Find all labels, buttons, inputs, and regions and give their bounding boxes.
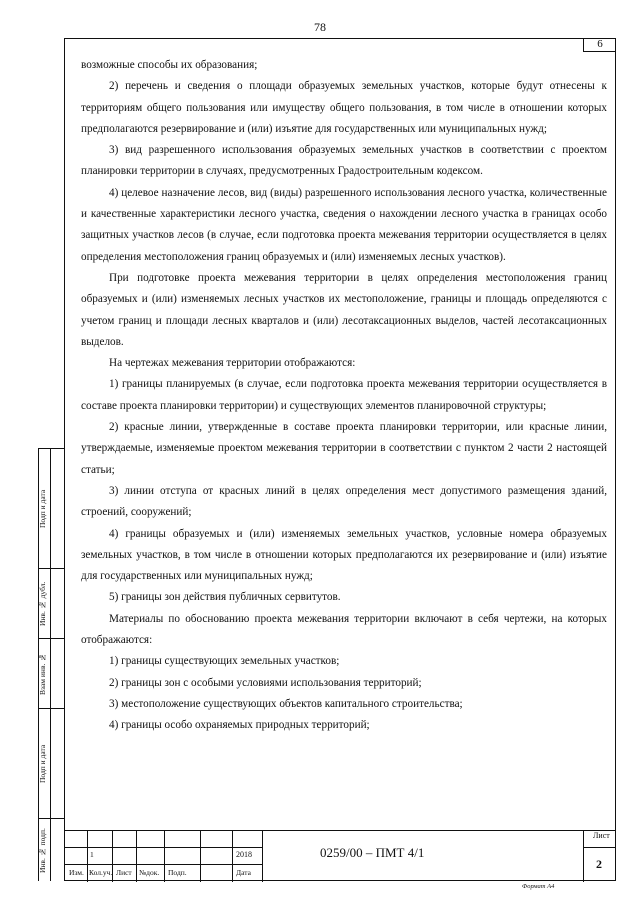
stamp-line (200, 831, 201, 882)
stamp-year: 2018 (236, 850, 252, 859)
corner-sheet-box: 6 (583, 38, 616, 52)
stamp-line (87, 831, 88, 882)
paragraph: 1) границы планируемых (в случае, если подготовка проекта межевания территории осуществляется в составе проекта планировки территории) и существующих элементов планировочной структуры; (81, 378, 607, 412)
document-code: 0259/00 – ПМТ 4/1 (320, 845, 425, 860)
paragraph: 3) вид разрешенного использования образуемых земельных участков в соответствии с проектом планировки территории в случаях, предусмотренных Градостроительным кодексом. (81, 144, 607, 178)
side-cell (38, 818, 64, 881)
stamp-line (164, 831, 165, 882)
stamp-header-list: Лист (116, 868, 132, 877)
paragraph: 4) границы особо охраняемых природных территорий; (109, 719, 370, 732)
side-cell (38, 708, 64, 818)
stamp-line (583, 831, 584, 882)
paragraph: 1) границы существующих земельных участков; (109, 655, 340, 668)
side-label-sign-date-2: Подп и дата (38, 744, 47, 784)
stamp-header-ndoc: №док. (139, 868, 160, 877)
format-label: Формат А4 (522, 883, 555, 890)
stamp-line (262, 831, 263, 882)
paragraph: 4) целевое назначение лесов, вид (виды) разрешенного использования лесного участка, количественные и качественные характеристики лесного участка, сведения о нахождении лесного участка в границах особо защитных участков лесов (в случае, если подготовка проекта межевания территории осуществляется в целях определения местоположения границ образуемых и (или) изменяемых лесных участков). (81, 186, 607, 263)
paragraph: 4) границы образуемых и (или) изменяемых земельных участков, условные номера образуемых земельных участков, в том числе в отношении которых предполагаются их резервирование и (или) изъятие для государственных или муниципальных нужд; (81, 527, 607, 583)
side-strip (38, 448, 64, 881)
stamp-izm-value: 1 (90, 850, 94, 859)
sheet-number: 2 (596, 857, 602, 871)
paragraph: На чертежах межевания территории отображаются: (109, 357, 356, 370)
paragraph: 2) границы зон с особыми условиями использования территорий; (109, 676, 422, 689)
paragraph: При подготовке проекта межевания территории в целях определения местоположения границ образуемых и (или) изменяемых лесных участков их местоположение, границы и площадь определяются с учетом границ и площади лесных кварталов и (или) лесотаксационных выделов, частей лесотаксационных выделов. (81, 271, 607, 348)
side-cell (38, 568, 64, 638)
side-label-sign-date-1: Подп и дата (38, 489, 47, 529)
document-body (81, 55, 607, 737)
paragraph: 2) красные линии, утвержденные в составе проекта планировки территории, или красные линии, утверждаемые, изменяемые проектом межевания территории в соответствии с пунктом 2 части 2 настоящей статьи; (81, 421, 607, 476)
side-cell (38, 448, 64, 568)
page-number: 78 (314, 20, 326, 34)
stamp-line (232, 831, 233, 882)
stamp-header-kolvo: Кол.уч. (89, 868, 113, 877)
paragraph: 5) границы зон действия публичных сервитутов. (109, 591, 341, 604)
paragraph: 3) линии отступа от красных линий в целях определения мест допустимого размещения зданий, строений, сооружений; (81, 484, 607, 519)
side-label-dup-inv: Инв. № дубл. (38, 581, 47, 627)
side-cell (38, 638, 64, 708)
paragraph: возможные способы их образования; (81, 59, 258, 71)
paragraph: 3) местоположение существующих объектов капитального строительства; (109, 697, 463, 710)
paragraph: 2) перечень и сведения о площади образуемых земельных участков, которые будут отнесены к территориям общего пользования или имуществу общего пользования, в том числе в отношении которых предполагаются резервирование и (или) изъятие для государственных или муниципальных нужд; (81, 80, 607, 135)
stamp-header-data: Дата (236, 868, 251, 877)
stamp-line (583, 847, 616, 848)
sheet-label: Лист (593, 831, 610, 840)
side-label-replace-inv: Взам инв. № (38, 652, 47, 696)
paragraph: Материалы по обоснованию проекта межевания территории включают в себя чертежи, на которых отображаются: (81, 612, 607, 647)
side-label-orig-inv: Инв. № подп. (38, 828, 47, 873)
stamp-header-izm: Изм. (69, 868, 84, 877)
stamp-header-podp: Подп. (168, 868, 187, 877)
stamp-line (136, 831, 137, 882)
